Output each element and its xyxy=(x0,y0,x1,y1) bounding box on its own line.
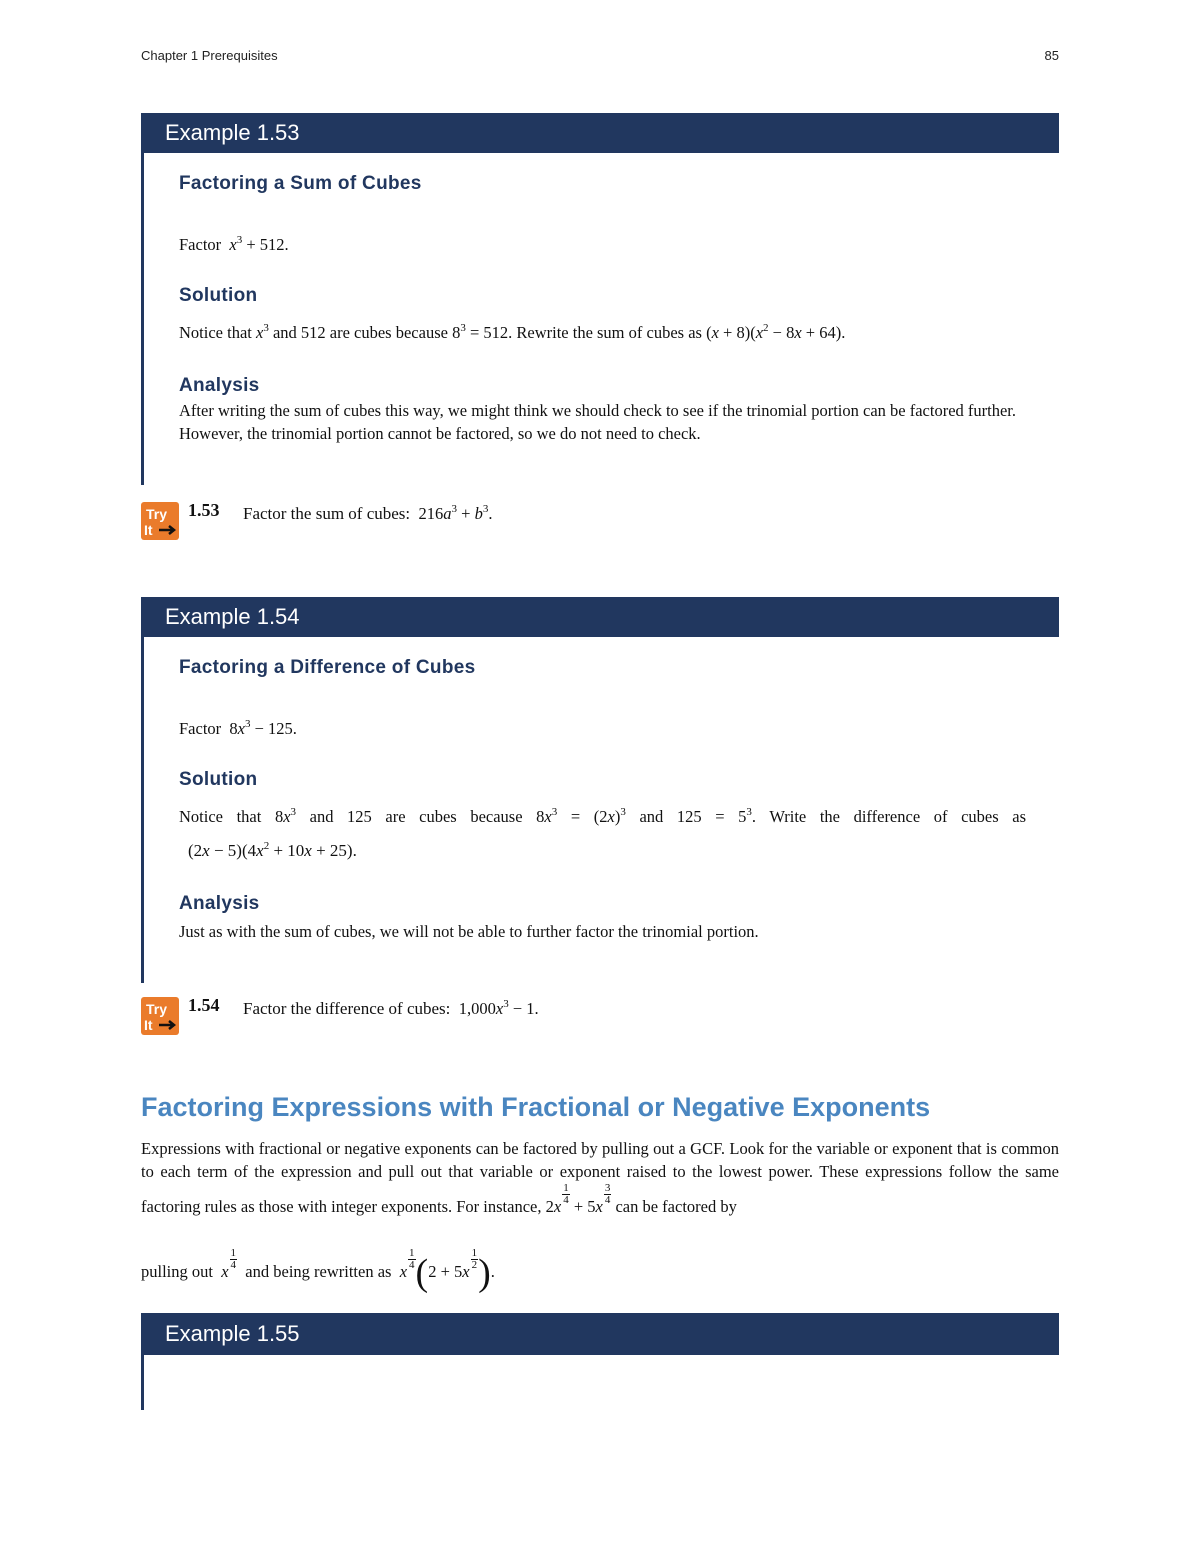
math-x-cubed: $x^3$ xyxy=(255,322,269,342)
example-1-54 xyxy=(141,597,1059,983)
svg-text:Try: Try xyxy=(146,1001,168,1017)
solution-part-a: Notice that xyxy=(179,807,262,826)
try-it-icon xyxy=(141,502,179,540)
example-1-55 xyxy=(141,1313,1059,1410)
try-it-text xyxy=(243,999,539,1019)
running-head: Chapter 1 Prerequisites xyxy=(141,48,278,63)
math-2x-cubed: $8x^3 = (2x)^3$ xyxy=(536,806,626,826)
math-5-cubed: $125 = 5^3$. xyxy=(676,806,770,826)
solution-text xyxy=(179,321,845,344)
section-text-1: Expressions with fractional or negative exponents can be factored by pulling out a GCF. Look for the variable or exponent that is common to each term of the expression and pull out that variable or exponent raised to the lowest power. These expressions follow the same factoring rules as those with integer exponents. For instance, xyxy=(141,1139,1059,1216)
analysis-text: After writing the sum of cubes this way, we might think we should check to see if the trinomial portion can be factored further. However, the trinomial portion cannot be factored, so we do not need to check. xyxy=(179,401,1016,443)
section-paragraph-end xyxy=(141,1247,1059,1294)
try-it-icon xyxy=(141,997,179,1035)
example-1-53 xyxy=(141,113,1059,485)
solution-heading: Solution xyxy=(179,285,258,306)
try-it-number: 1.54 xyxy=(188,995,220,1015)
analysis-heading: Analysis xyxy=(179,893,260,914)
solution-part-b: and 512 are cubes because xyxy=(272,323,448,342)
section-paragraph xyxy=(141,1137,1059,1218)
try-it-expression: $216a^3 + b^3$. xyxy=(414,503,493,523)
try-it-1-54 xyxy=(141,995,1059,1037)
problem-expression: $8x^3 - 125$. xyxy=(225,718,297,738)
analysis-text: Just as with the sum of cubes, we will not be able to further factor the trinomial portion. xyxy=(179,922,759,941)
svg-text:It: It xyxy=(144,522,153,538)
solution-part-b: and 125 are cubes because xyxy=(309,807,523,826)
svg-text:It: It xyxy=(144,1017,153,1033)
solution-heading: Solution xyxy=(179,769,258,790)
section-title: Factoring Expressions with Fractional or Negative Exponents xyxy=(141,1092,931,1122)
page-number: 85 xyxy=(1044,48,1059,63)
example-title: Factoring a Difference of Cubes xyxy=(179,657,476,678)
math-fractional-expression: 2x $\frac{1}{4}$ + 5x $\frac{3}{4}$ xyxy=(545,1182,611,1216)
solution-part-c: Rewrite the sum of cubes as xyxy=(516,323,702,342)
example-label: Example 1.55 xyxy=(141,1313,1059,1355)
example-title: Factoring a Sum of Cubes xyxy=(179,173,422,194)
solution-part-a: Notice that xyxy=(179,323,252,342)
math-x-quarter: x $\frac{1}{4}$ xyxy=(221,1247,237,1281)
example-body xyxy=(141,153,1059,485)
try-it-number: 1.53 xyxy=(188,500,220,520)
example-label: Example 1.53 xyxy=(141,113,1059,153)
solution-part-c: and xyxy=(639,807,664,826)
math-8-cubed: $8^3 = 512$. xyxy=(452,322,517,342)
try-it-prompt: Factor the difference of cubes: xyxy=(243,999,451,1018)
math-factored-form: $(x + 8)(x^2 - 8x + 64)$. xyxy=(706,322,846,342)
svg-text:Try: Try xyxy=(146,506,168,522)
section-text-4: and being rewritten as xyxy=(245,1262,392,1281)
math-factored-form: $(2x - 5)(4x^2 + 10x + 25)$. xyxy=(188,840,357,860)
problem-prefix: Factor xyxy=(179,719,222,738)
solution-text xyxy=(179,805,1026,828)
example-label: Example 1.54 xyxy=(141,597,1059,637)
example-body xyxy=(141,1355,1059,1410)
math-rewritten-form: x $\frac{1}{4}$ (2 + 5x $\frac{1}{2}$ ). xyxy=(399,1247,495,1294)
problem-statement xyxy=(179,717,297,740)
math-8x-cubed: $8x^3$ xyxy=(274,806,297,826)
section-text-3: pulling out xyxy=(141,1262,213,1281)
analysis-heading: Analysis xyxy=(179,375,260,396)
solution-part-d: Write the difference of cubes as xyxy=(769,807,1027,826)
try-it-prompt: Factor the sum of cubes: xyxy=(243,504,411,523)
problem-expression: $x^3 + 512$. xyxy=(229,234,289,254)
problem-statement xyxy=(179,233,289,256)
try-it-expression: $1,000x^3 - 1$. xyxy=(454,998,539,1018)
example-body xyxy=(141,637,1059,983)
problem-prefix: Factor xyxy=(179,235,222,254)
section-text-2: can be factored by xyxy=(615,1197,737,1216)
try-it-1-53 xyxy=(141,500,1059,542)
try-it-text xyxy=(243,504,492,524)
